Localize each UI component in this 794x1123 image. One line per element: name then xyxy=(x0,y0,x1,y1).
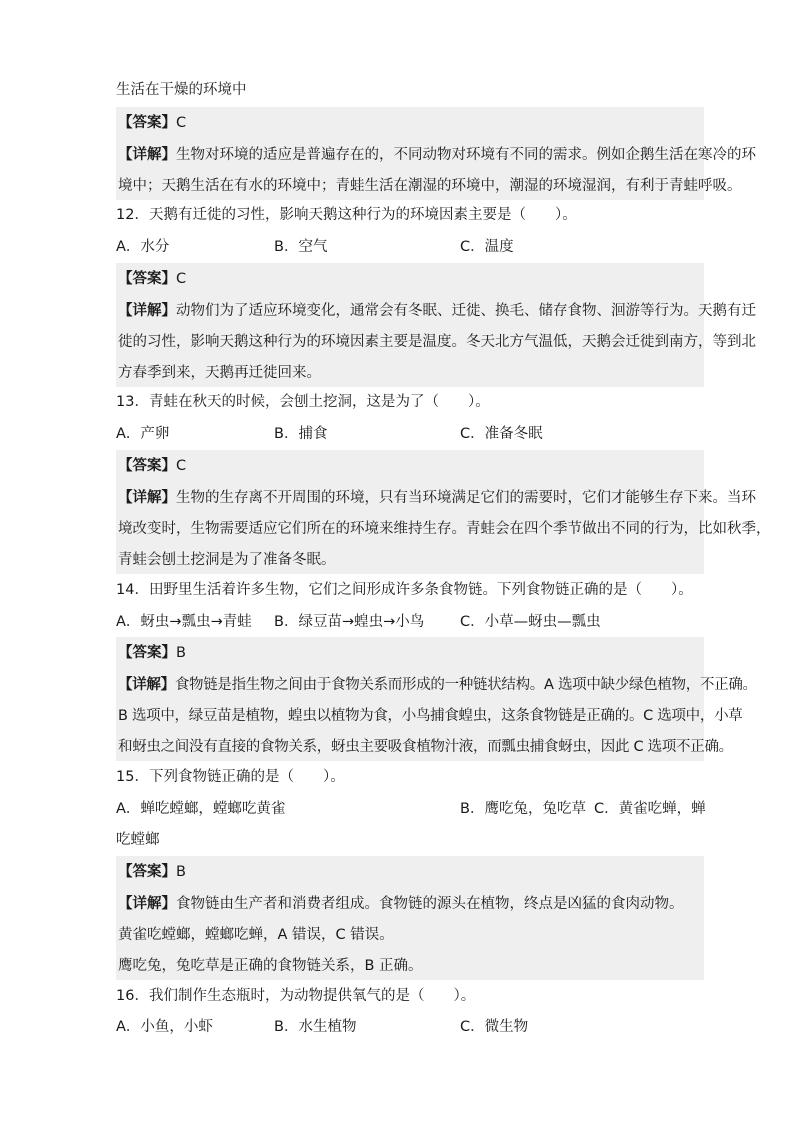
answer-box-11 xyxy=(116,107,756,200)
detail-text: B 选项中，绿豆苗是植物，蝗虫以植物为食，小鸟捕食蝗虫，这条食物链是正确的。C 选项中，小草 xyxy=(118,708,743,724)
question-16-stem: 16．我们制作生态瓶时，为动物提供氧气的是（ ）。 xyxy=(116,988,476,1004)
option-c: C．微生物 xyxy=(460,1019,529,1035)
answer-box-14 xyxy=(116,637,757,761)
detail-text: 动物们为了适应环境变化，通常会有冬眠、迁徙、换毛、储存食物、洄游等行为。天鹅有迁 xyxy=(176,303,756,319)
detail-text: 食物链由生产者和消费者组成。食物链的源头在植物，终点是凶猛的食肉动物。 xyxy=(176,896,684,912)
detail-text: 徙的习性，影响天鹅这种行为的环境因素主要是温度。冬天北方气温低，天鹅会迁徙到南方，等到北 xyxy=(118,334,756,350)
answer-label: 【答案】 xyxy=(118,271,176,287)
option-b: B．捕食 xyxy=(274,426,328,442)
answer-value: C xyxy=(176,458,187,474)
answer-label: 【答案】 xyxy=(118,645,176,661)
answer-line xyxy=(116,643,186,663)
question-11-tail: 生活在干燥的环境中 xyxy=(116,82,247,98)
option-b: B．鹰吃兔，兔吃草 xyxy=(460,801,586,817)
option-c: C．小草—蚜虫—瓢虫 xyxy=(460,614,601,630)
detail-line xyxy=(116,145,756,165)
detail-text: 境改变时，生物需要适应它们所在的环境来维持生存。青蛙会在四个季节做出不同的行为，比如秋季， xyxy=(118,521,771,537)
detail-text: 生物对环境的适应是普遍存在的，不同动物对环境有不同的需求。例如企鹅生活在寒冷的环 xyxy=(176,147,756,163)
detail-label: 【详解】 xyxy=(118,147,176,163)
question-15-stem: 15．下列食物链正确的是（ ）。 xyxy=(116,769,345,785)
detail-label: 【详解】 xyxy=(118,896,176,912)
answer-label: 【答案】 xyxy=(118,458,176,474)
detail-label: 【详解】 xyxy=(118,677,175,693)
detail-text: 方春季到来，天鹅再迁徙回来。 xyxy=(118,365,321,381)
detail-text: 黄雀吃螳螂，螳螂吃蝉，A 错误，C 错误。 xyxy=(118,927,394,943)
detail-text: 生物的生存离不开周围的环境，只有当环境满足它们的需要时，它们才能够生存下来。当环 xyxy=(176,490,756,506)
option-c-continued: 吃螳螂 xyxy=(116,832,160,848)
detail-label: 【详解】 xyxy=(118,490,176,506)
option-c: C．黄雀吃蝉，蝉 xyxy=(594,801,706,817)
detail-text: 食物链是指生物之间由于食物关系而形成的一种链状结构。A 选项中缺少绿色植物，不正确。 xyxy=(174,677,757,693)
option-a: A．产卵 xyxy=(116,426,170,442)
answer-value: B xyxy=(176,864,186,880)
answer-value: C xyxy=(176,115,187,131)
detail-text: 鹰吃兔，兔吃草是正确的食物链关系，B 正确。 xyxy=(118,958,423,974)
answer-line xyxy=(116,113,186,133)
detail-line xyxy=(116,894,684,914)
question-12-stem: 12．天鹅有迁徙的习性，影响天鹅这种行为的环境因素主要是（ ）。 xyxy=(116,207,577,223)
option-a: A．小鱼，小虾 xyxy=(116,1019,213,1035)
answer-label: 【答案】 xyxy=(118,864,176,880)
option-c: C．准备冬眠 xyxy=(460,426,543,442)
answer-box-12 xyxy=(116,263,756,387)
answer-box-15 xyxy=(116,856,704,980)
question-14-stem: 14．田野里生活着许多生物，它们之间形成许多条食物链。下列食物链正确的是（ ）。 xyxy=(116,582,693,598)
answer-value: B xyxy=(176,645,186,661)
detail-line xyxy=(116,488,756,508)
option-b: B．水生植物 xyxy=(274,1019,357,1035)
answer-line xyxy=(116,269,186,289)
option-c: C．温度 xyxy=(460,239,514,255)
option-a: A．水分 xyxy=(116,239,170,255)
answer-line xyxy=(116,862,186,882)
detail-text: 青蛙会刨土挖洞是为了准备冬眠。 xyxy=(118,552,336,568)
answer-line xyxy=(116,456,186,476)
option-b: B．绿豆苗→蝗虫→小鸟 xyxy=(274,614,425,630)
answer-label: 【答案】 xyxy=(118,115,176,131)
detail-line xyxy=(116,301,756,321)
detail-label: 【详解】 xyxy=(118,303,176,319)
question-13-stem: 13．青蛙在秋天的时候，会刨土挖洞，这是为了（ ）。 xyxy=(116,394,490,410)
detail-text: 境中；天鹅生活在有水的环境中；青蛙生活在潮湿的环境中，潮湿的环境湿润，有利于青蛙呼吸。 xyxy=(118,178,742,194)
detail-text: 和蚜虫之间没有直接的食物关系，蚜虫主要吸食植物汁液，而瓢虫捕食蚜虫，因此 C 选项不正确。 xyxy=(118,739,733,755)
option-a: A．蝉吃螳螂，螳螂吃黄雀 xyxy=(116,801,286,817)
answer-value: C xyxy=(176,271,187,287)
detail-line xyxy=(116,675,757,695)
option-b: B．空气 xyxy=(274,239,328,255)
answer-box-13 xyxy=(116,450,771,574)
option-a: A．蚜虫→瓢虫→青蛙 xyxy=(116,614,252,630)
